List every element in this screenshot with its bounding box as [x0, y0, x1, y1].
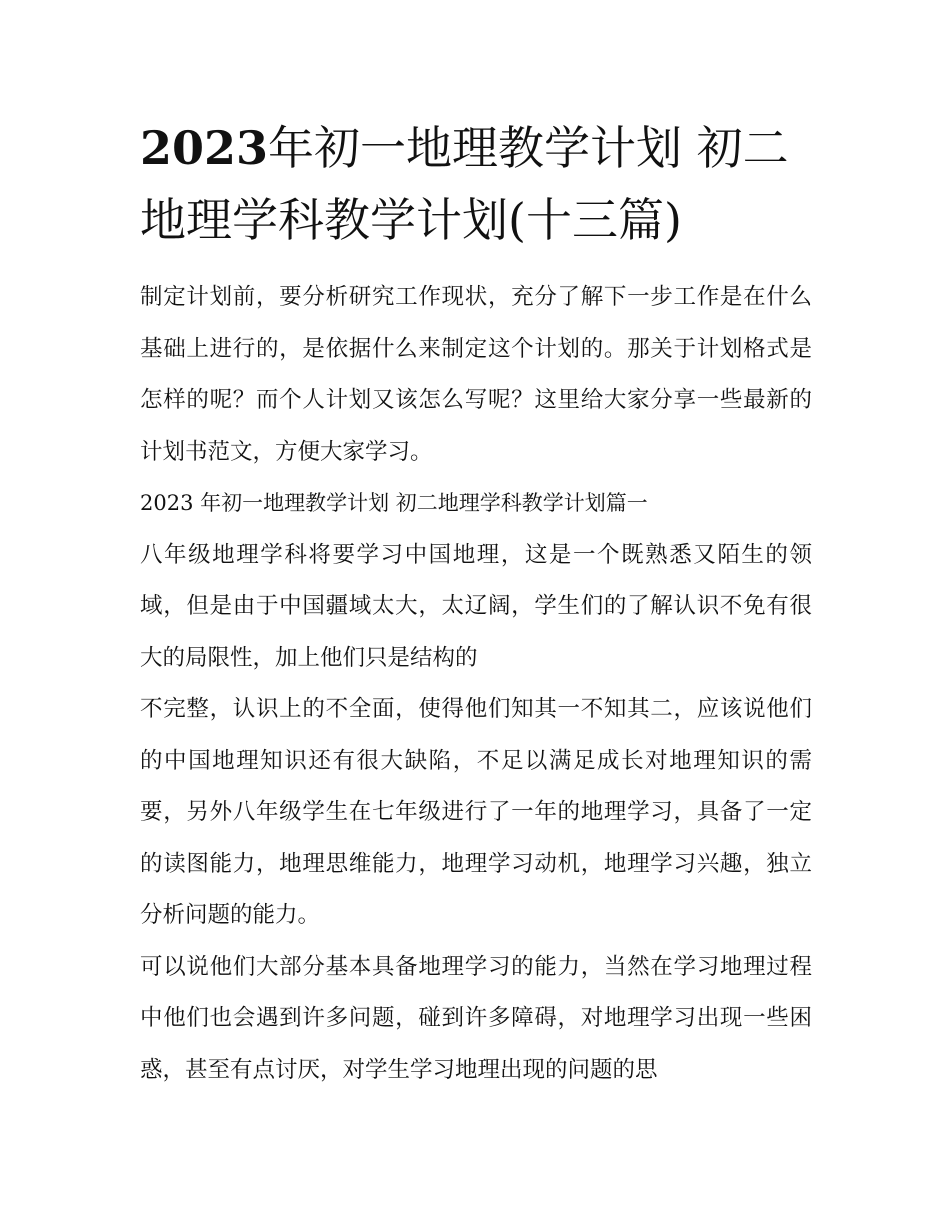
- body-paragraph: 不完整，认识上的不全面，使得他们知其一不知其二，应该说他们的中国地理知识还有很大缺陷，不足以满足成长对地理知识的需要，另外八年级学生在七年级进行了一年的地理学习，具备了一定的读图能力，地理思维能力，地理学习动机，地理学习兴趣，独立分析问题的能力。: [140, 696, 812, 928]
- document-body: [140, 272, 812, 1096]
- title-text: 年初一地理教学计划 初二地理学科教学计划(十三篇): [140, 121, 789, 247]
- body-paragraph: 八年级地理学科将要学习中国地理，这是一个既熟悉又陌生的领域，但是由于中国疆域太大，太辽阔，学生们的了解认识不免有很大的局限性，加上他们只是结构的: [140, 541, 812, 671]
- document-page: [140, 112, 812, 1096]
- section-heading: 2023 年初一地理教学计划 初二地理学科教学计划篇一: [140, 491, 648, 515]
- body-paragraph: 可以说他们大部分基本具备地理学习的能力，当然在学习地理过程中他们也会遇到许多问题，碰到许多障碍，对地理学习出现一些困惑，甚至有点讨厌，对学生学习地理出现的问题的思: [140, 953, 812, 1083]
- intro-paragraph: 制定计划前，要分析研究工作现状，充分了解下一步工作是在什么基础上进行的，是依据什么来制定这个计划的。那关于计划格式是怎样的呢？而个人计划又该怎么写呢？这里给大家分享一些最新的计划书范文，方便大家学习。: [140, 284, 812, 465]
- title-year: 2023: [140, 121, 269, 175]
- document-title: [140, 112, 812, 256]
